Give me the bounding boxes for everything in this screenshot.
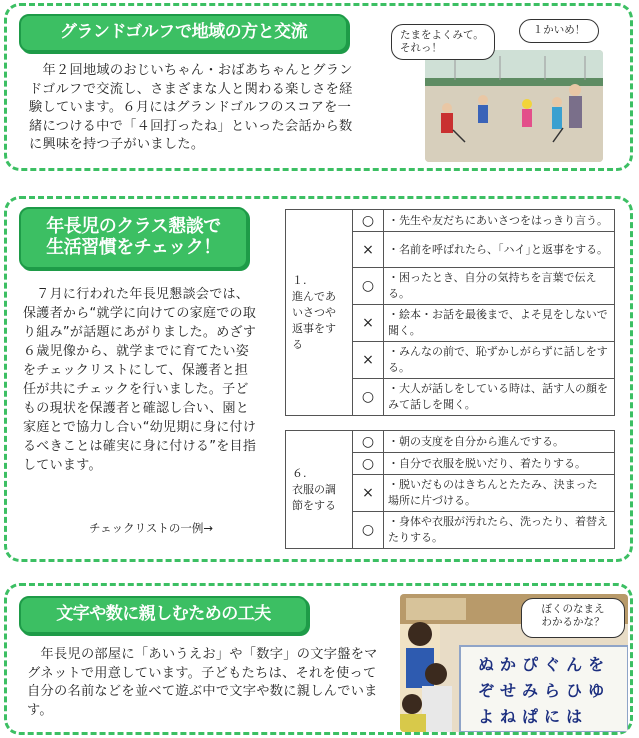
letter-magnet: ぱ [522,707,539,726]
checklist-mark: × [353,232,384,268]
checklist-item: ・絵本・お話を最後まで、よそ見をしないで聞く。 [384,305,615,342]
letter-magnet: ぞ [478,681,495,700]
letter-magnet: ひ [566,681,583,700]
section-title [19,207,248,269]
speech-bubble-right: １かいめ！ [519,19,599,43]
letter-magnet: を [588,655,605,674]
checklist-item: ・みんなの前で、恥ずかしがらずに話しをする。 [384,342,615,379]
checklist-mark: × [353,342,384,379]
checklist-item: ・身体や衣服が汚れたら、洗ったり、着替えたりする。 [384,512,615,549]
checklist-item: ・大人が話しをしている時は、話す人の顔をみて話しを聞く。 [384,379,615,416]
letter-magnet: よ [478,707,495,726]
letter-magnet: ぐ [544,655,561,674]
checklist-row [286,210,615,232]
section-ground-golf [4,3,633,171]
checklist-mark: × [353,305,384,342]
checklist-category: ６. 衣服の調節をする [286,431,353,549]
checklist-item: ・朝の支度を自分から進んでする。 [384,431,615,453]
section-title: 文字や数に親しむための工夫 [19,596,308,634]
checklist-table-2 [285,430,615,549]
letter-magnet: み [522,681,539,700]
letter-magnet: に [544,707,561,726]
checklist-mark: ○ [353,453,384,475]
speech-bubble: ぼくのなまえ わかるかな？ [521,598,625,638]
checklist-mark: ○ [353,210,384,232]
checklist-item: ・先生や友だちにあいさつをはっきり言う。 [384,210,615,232]
title-line-1: 年長児のクラス懇談で [46,216,221,238]
section-letters-numbers [4,583,633,735]
letter-magnet: か [500,655,517,674]
checklist-item: ・脱いだものはきちんとたたみ、決まった場所に片づける。 [384,475,615,512]
checklist-mark: ○ [353,379,384,416]
title-line-2: 生活習慣をチェック！ [46,237,221,258]
checklist-category: １. 進んであいさつや返事をする [286,210,353,416]
checklist-row [286,431,615,453]
checklist-table-1 [285,209,615,416]
section-body: 年２回地域のおじいちゃん・おばあちゃんとグランドゴルフで交流し、さまざまな人と関わる楽しさを経験しています。６月にはグランドゴルフのスコアを一緒につける中で「４回打ったね」といった会話から数に興味を持つ子がいました。 [29,63,353,152]
checklist-mark: ○ [353,431,384,453]
letter-magnet: ぴ [522,655,539,674]
section-checklist [4,196,633,562]
checklist-item: ・自分で衣服を脱いだり、着たりする。 [384,453,615,475]
section-body: 年長児の部屋に「あいうえお」や「数字」の文字盤をマグネットで用意しています。子どもたちは、それを使って自分の名前などを並べて遊ぶ中で文字や数に親しんでいます。 [27,647,378,718]
letter-magnet: は [566,707,583,726]
ground-golf-photo [425,50,603,162]
checklist-mark: ○ [353,512,384,549]
letter-magnet: ん [566,655,583,674]
checklist-mark: ○ [353,268,384,305]
letter-magnet: ぬ [478,655,495,674]
checklist-mark: × [353,475,384,512]
checklist-item: ・名前を呼ばれたら、｢ハイ｣と返事をする。 [384,232,615,268]
letter-magnet: ゆ [588,681,605,700]
letter-board [478,652,624,728]
section-title: グランドゴルフで地域の方と交流 [19,14,348,52]
letter-magnet: ね [500,707,517,726]
checklist-example-label: チェックリストの一例→ [89,521,214,535]
section-body: ７月に行われた年長児懇談会では、保護者から“就学に向けての家庭での取り組み”が話題にあがりました。めざす６歳児像から、就学までに育てたい姿をチェックリストにして、保護者と担任が共にチェックを行いました。子どもの現状を保護者と確認し合い、園と家庭とで協力し合い“幼児期に身に付けるべきことは確実に身に付ける”を目指しています。 [23,287,257,473]
letter-magnet: ら [544,681,561,700]
letter-magnet: せ [500,681,517,700]
checklist-item: ・困ったとき、自分の気持ちを言葉で伝える。 [384,268,615,305]
speech-bubble-left: たまをよくみて。 それっ！ [391,24,495,60]
